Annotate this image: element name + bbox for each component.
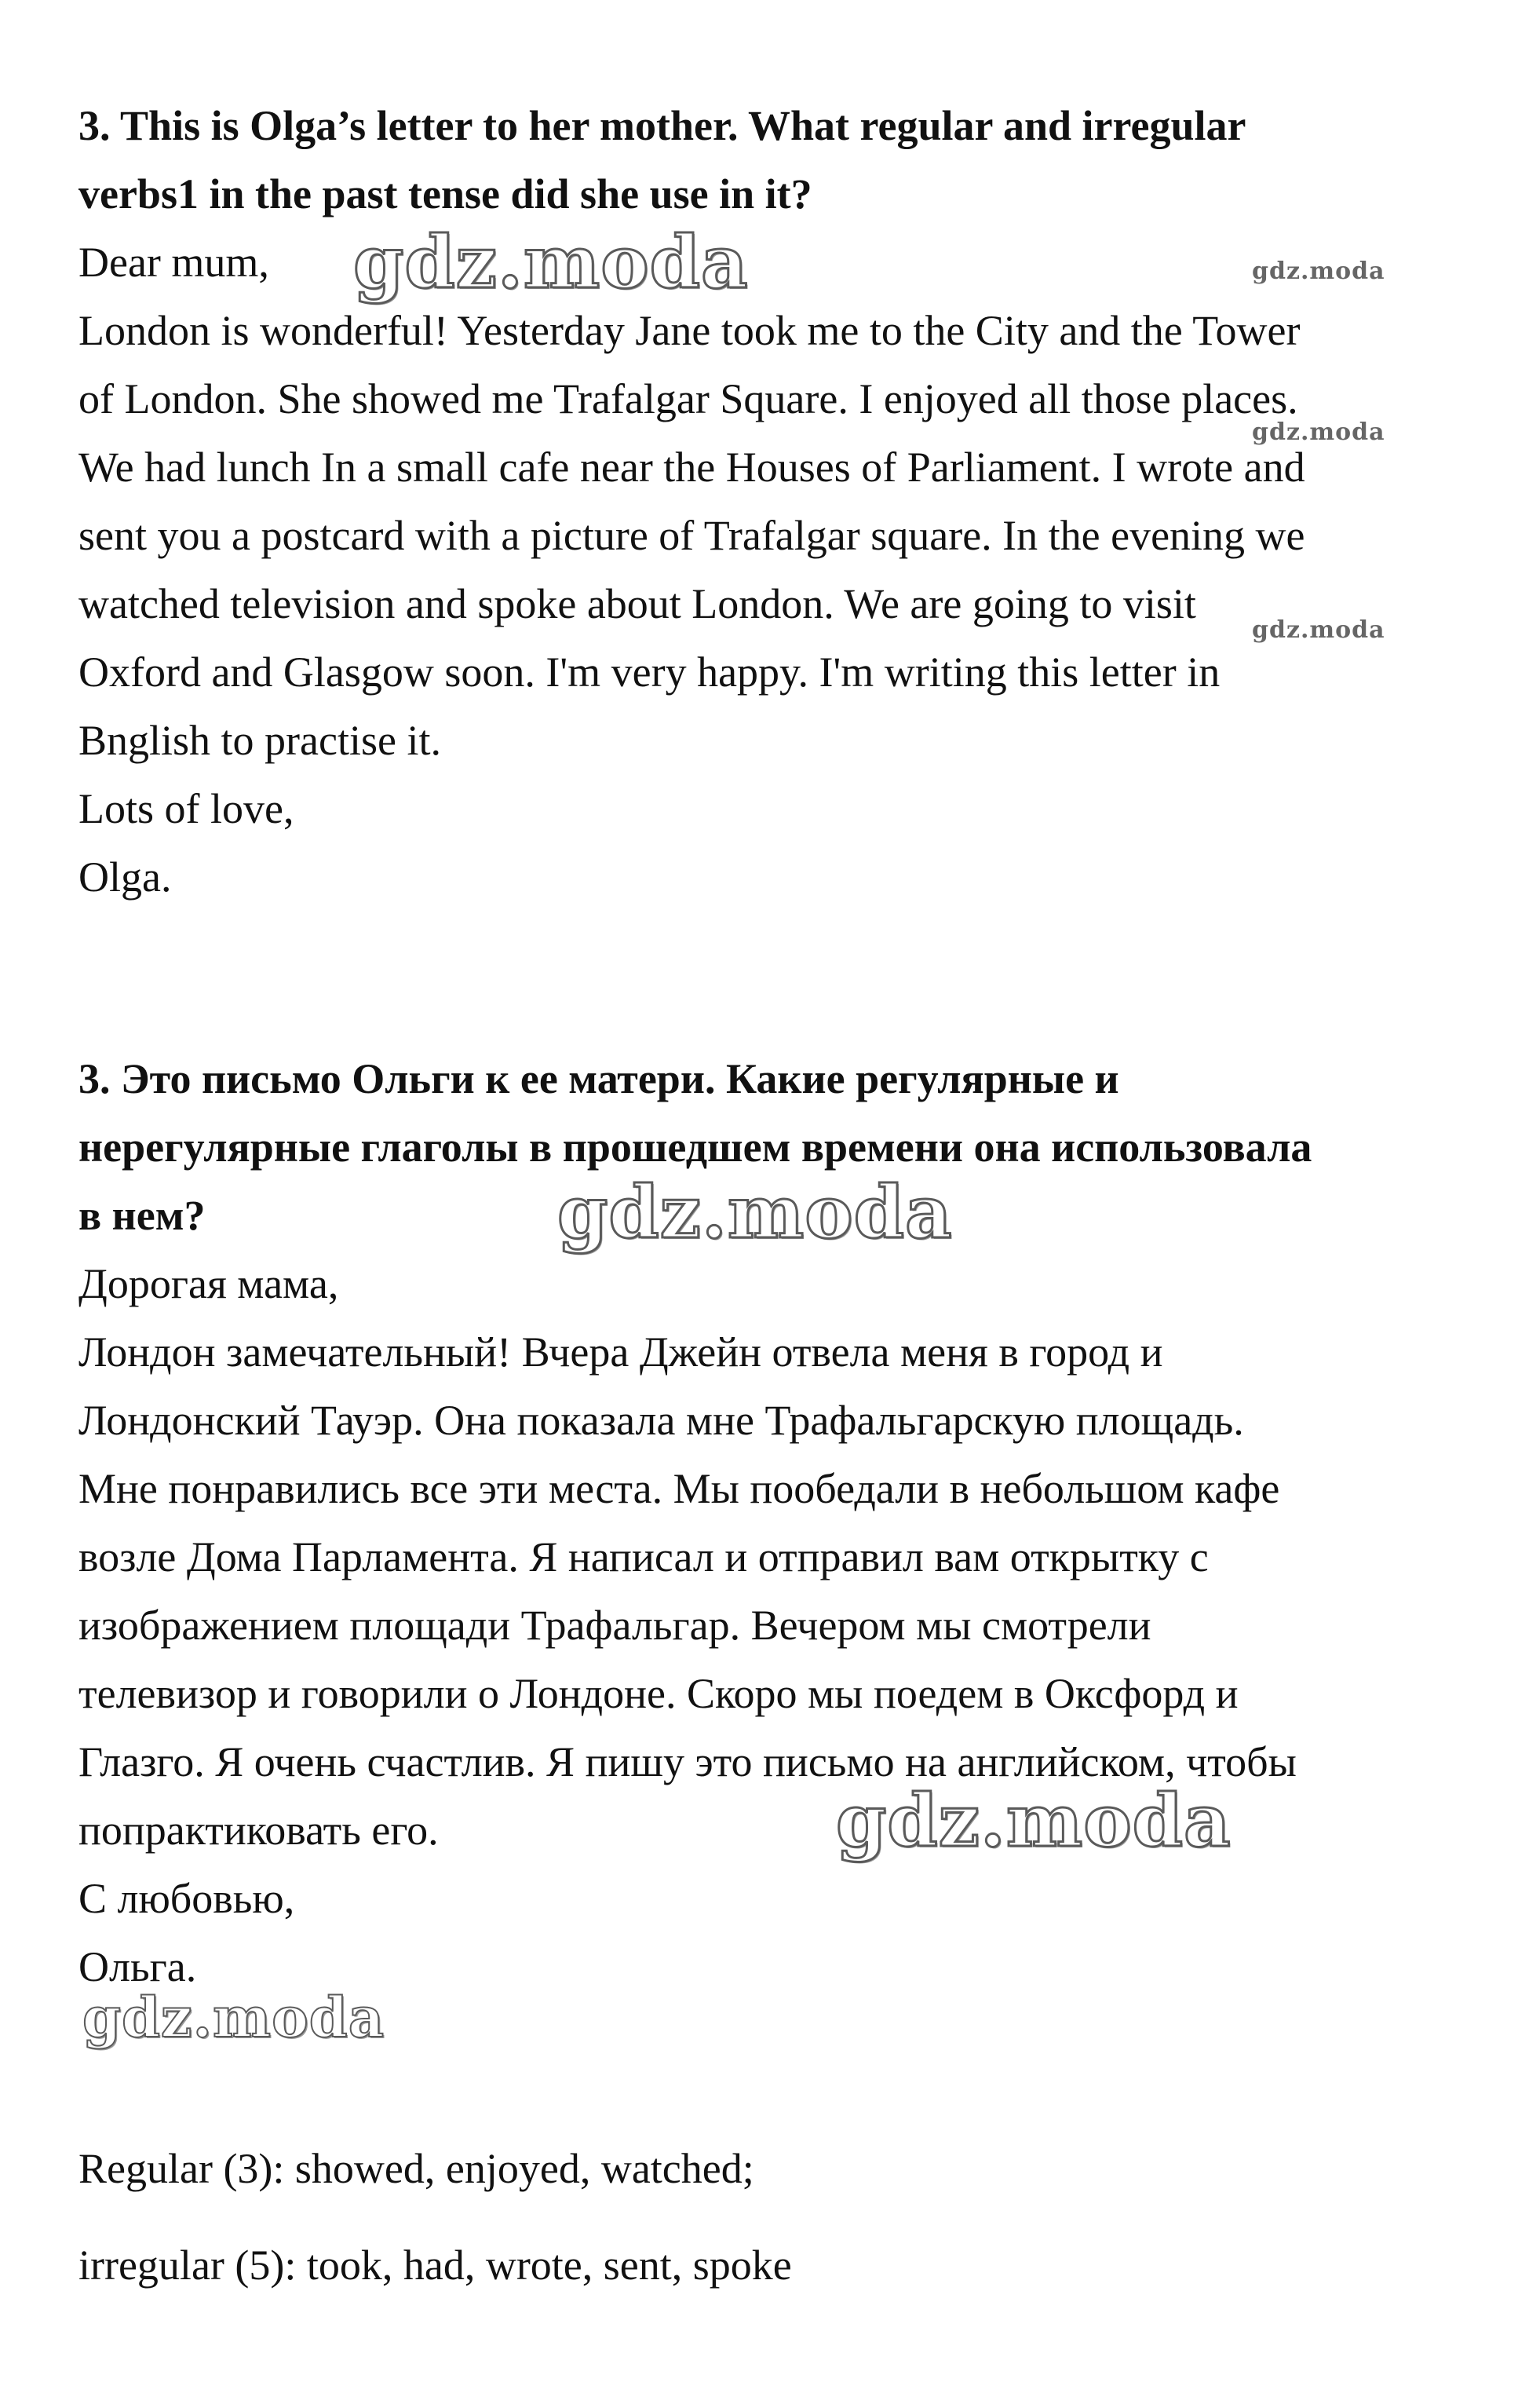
watermark-logo: gdz.moda [1252,616,1385,644]
translation-line: изображением площади Трафальгар. Вечером мы смотрели [78,1602,1151,1649]
letter-line: Oxford and Glasgow soon. I'm very happy. I'm writing this letter in [78,649,1221,696]
answer-regular: Regular (3): showed, enjoyed, watched; [78,2145,754,2192]
translation-closing: С любовью, [78,1875,295,1922]
watermark-logo: gdz.moda [557,1170,953,1255]
russian-heading-line-2: нерегулярные глаголы в прошедшем времени она использовала [78,1124,1312,1171]
letter-line: We had lunch In a small cafe near the Houses of Parliament. I wrote and [78,444,1305,491]
answer-irregular: irregular (5): took, had, wrote, sent, spoke [78,2242,792,2289]
watermark-logo: gdz.moda [1252,258,1385,285]
letter-line: watched television and spoke about London. We are going to visit [78,580,1196,627]
watermark-logo: gdz.moda [836,1778,1232,1863]
english-heading-line-1: 3. This is Olga’s letter to her mother. What regular and irregular [78,102,1246,149]
translation-line: Глазго. Я очень счастлив. Я пишу это письмо на английском, чтобы [78,1738,1297,1785]
english-heading-line-2: verbs1 in the past tense did she use in it? [78,170,812,217]
translation-line: Лондонский Тауэр. Она показала мне Трафальгарскую площадь. [78,1397,1244,1444]
translation-line: попрактиковать его. [78,1807,439,1854]
translation-line: возле Дома Парламента. Я написал и отправил вам открытку с [78,1533,1209,1580]
letter-line: sent you a postcard with a picture of Trafalgar square. In the evening we [78,512,1305,559]
translation-greeting: Дорогая мама, [78,1260,339,1307]
watermark-logo: gdz.moda [1252,418,1385,446]
russian-heading-line-3: в нем? [78,1192,206,1239]
letter-line: of London. She showed me Trafalgar Square. I enjoyed all those places. [78,375,1298,422]
translation-line: Мне понравились все эти места. Мы пообедали в небольшом кафе [78,1465,1280,1512]
translation-line: телевизор и говорили о Лондоне. Скоро мы поедем в Оксфорд и [78,1670,1239,1717]
letter-closing: Lots of love, [78,785,294,832]
translation-line: Лондон замечательный! Вчера Джейн отвела меня в город и [78,1328,1163,1376]
letter-signature: Olga. [78,853,172,901]
russian-heading-line-1: 3. Это письмо Ольги к ее матери. Какие регулярные и [78,1055,1119,1102]
watermark-logo: gdz.moda [353,220,749,305]
translation-signature: Ольга. [78,1943,197,1990]
letter-greeting: Dear mum, [78,239,269,286]
letter-line: London is wonderful! Yesterday Jane took me to the City and the Tower [78,307,1301,354]
watermark-logo: gdz.moda [82,1985,385,2050]
letter-line: Bnglish to practise it. [78,717,441,764]
